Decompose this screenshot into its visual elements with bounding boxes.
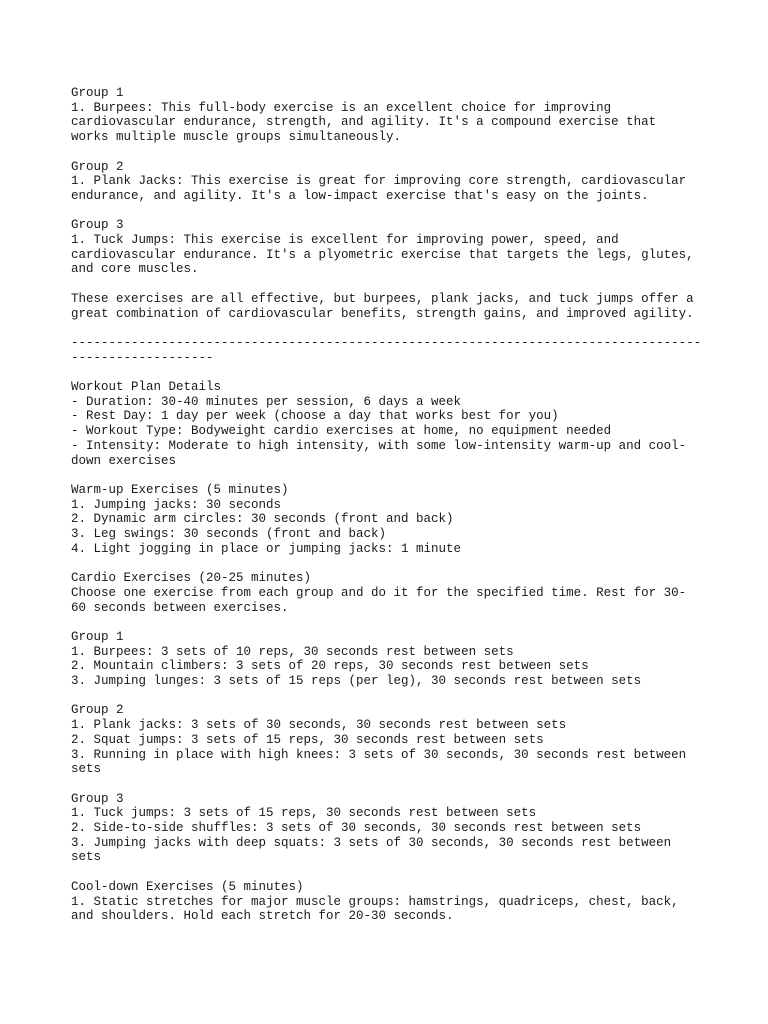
text-line: 3. Leg swings: 30 seconds (front and back): [71, 527, 387, 541]
intro-group-1: [71, 86, 701, 145]
text-line: sets: [71, 762, 102, 777]
text-line: 3. Running in place with high knees: 3 sets of 30 seconds, 30 seconds rest between: [71, 747, 687, 762]
text-line: - Duration: 30-40 minutes per session, 6 days a week: [71, 394, 462, 409]
warmup-section: [71, 483, 701, 557]
text-line: 2. Squat jumps: 3 sets of 15 reps, 30 seconds rest between sets: [71, 732, 544, 747]
text-line: great combination of cardiovascular benefits, strength gains, and improved agility.: [71, 306, 694, 321]
text-line: 3. Jumping lunges: 3 sets of 15 reps (per leg), 30 seconds rest between sets: [71, 674, 642, 688]
text-line: Choose one exercise from each group and do it for the specified time. Rest for 30-: [71, 585, 687, 600]
group-heading: Group 1: [71, 629, 124, 644]
text-line: 2. Side-to-side shuffles: 3 sets of 30 seconds, 30 seconds rest between sets: [71, 821, 642, 835]
text-line: - Workout Type: Bodyweight cardio exercises at home, no equipment needed: [71, 424, 612, 439]
group-heading: Group 3: [71, 218, 124, 233]
text-line: cardiovascular endurance. It's a plyometric exercise that targets the legs, glutes,: [71, 247, 694, 262]
intro-group-2: [71, 160, 701, 204]
text-line: and core muscles.: [71, 262, 199, 277]
summary-paragraph: [71, 292, 701, 321]
divider-line: ------------------------------------------------------------------------------------: [71, 335, 702, 350]
text-line: 2. Dynamic arm circles: 30 seconds (front and back): [71, 512, 454, 527]
cardio-group-2: [71, 703, 701, 777]
section-heading: Cardio Exercises (20-25 minutes): [71, 571, 312, 586]
text-line: 60 seconds between exercises.: [71, 600, 289, 615]
text-line: 1. Tuck Jumps: This exercise is excellent for improving power, speed, and: [71, 233, 619, 247]
plan-details-section: [71, 380, 701, 468]
text-line: 1. Static stretches for major muscle groups: hamstrings, quadriceps, chest, back,: [71, 894, 679, 909]
group-heading: Group 1: [71, 86, 124, 100]
text-line: and shoulders. Hold each stretch for 20-30 seconds.: [71, 909, 454, 924]
text-line: 1. Burpees: This full-body exercise is an excellent choice for improving: [71, 100, 612, 115]
document-page: [71, 86, 701, 924]
text-line: endurance, and agility. It's a low-impact exercise that's easy on the joints.: [71, 188, 649, 203]
text-line: 1. Plank jacks: 3 sets of 30 seconds, 30 seconds rest between sets: [71, 718, 567, 733]
text-line: 4. Light jogging in place or jumping jacks: 1 minute: [71, 541, 462, 556]
group-heading: Group 2: [71, 703, 124, 718]
text-line: sets: [71, 850, 102, 865]
text-line: cardiovascular endurance, strength, and agility. It's a compound exercise that: [71, 115, 657, 130]
group-heading: Group 2: [71, 159, 124, 174]
section-heading: Warm-up Exercises (5 minutes): [71, 482, 289, 497]
intro-group-3: [71, 218, 701, 277]
text-line: These exercises are all effective, but burpees, plank jacks, and tuck jumps offer a: [71, 291, 694, 306]
text-line: - Intensity: Moderate to high intensity, with some low-intensity warm-up and cool-: [71, 438, 687, 453]
divider-line: -------------------: [71, 350, 214, 365]
cardio-section: [71, 571, 701, 615]
section-heading: Workout Plan Details: [71, 379, 222, 394]
text-line: down exercises: [71, 453, 177, 468]
cardio-group-1: [71, 630, 701, 689]
text-line: works multiple muscle groups simultaneously.: [71, 130, 402, 145]
group-heading: Group 3: [71, 791, 124, 806]
cardio-group-3: [71, 792, 701, 866]
dashed-divider: [71, 336, 701, 365]
text-line: 1. Plank Jacks: This exercise is great for improving core strength, cardiovascular: [71, 174, 687, 189]
cooldown-section: [71, 880, 701, 924]
text-line: 3. Jumping jacks with deep squats: 3 sets of 30 seconds, 30 seconds rest between: [71, 835, 672, 850]
text-line: 1. Jumping jacks: 30 seconds: [71, 497, 282, 512]
section-heading: Cool-down Exercises (5 minutes): [71, 879, 304, 894]
text-line: - Rest Day: 1 day per week (choose a day that works best for you): [71, 409, 559, 424]
text-line: 1. Burpees: 3 sets of 10 reps, 30 seconds rest between sets: [71, 644, 514, 659]
text-line: 2. Mountain climbers: 3 sets of 20 reps, 30 seconds rest between sets: [71, 659, 589, 674]
text-line: 1. Tuck jumps: 3 sets of 15 reps, 30 seconds rest between sets: [71, 806, 537, 821]
